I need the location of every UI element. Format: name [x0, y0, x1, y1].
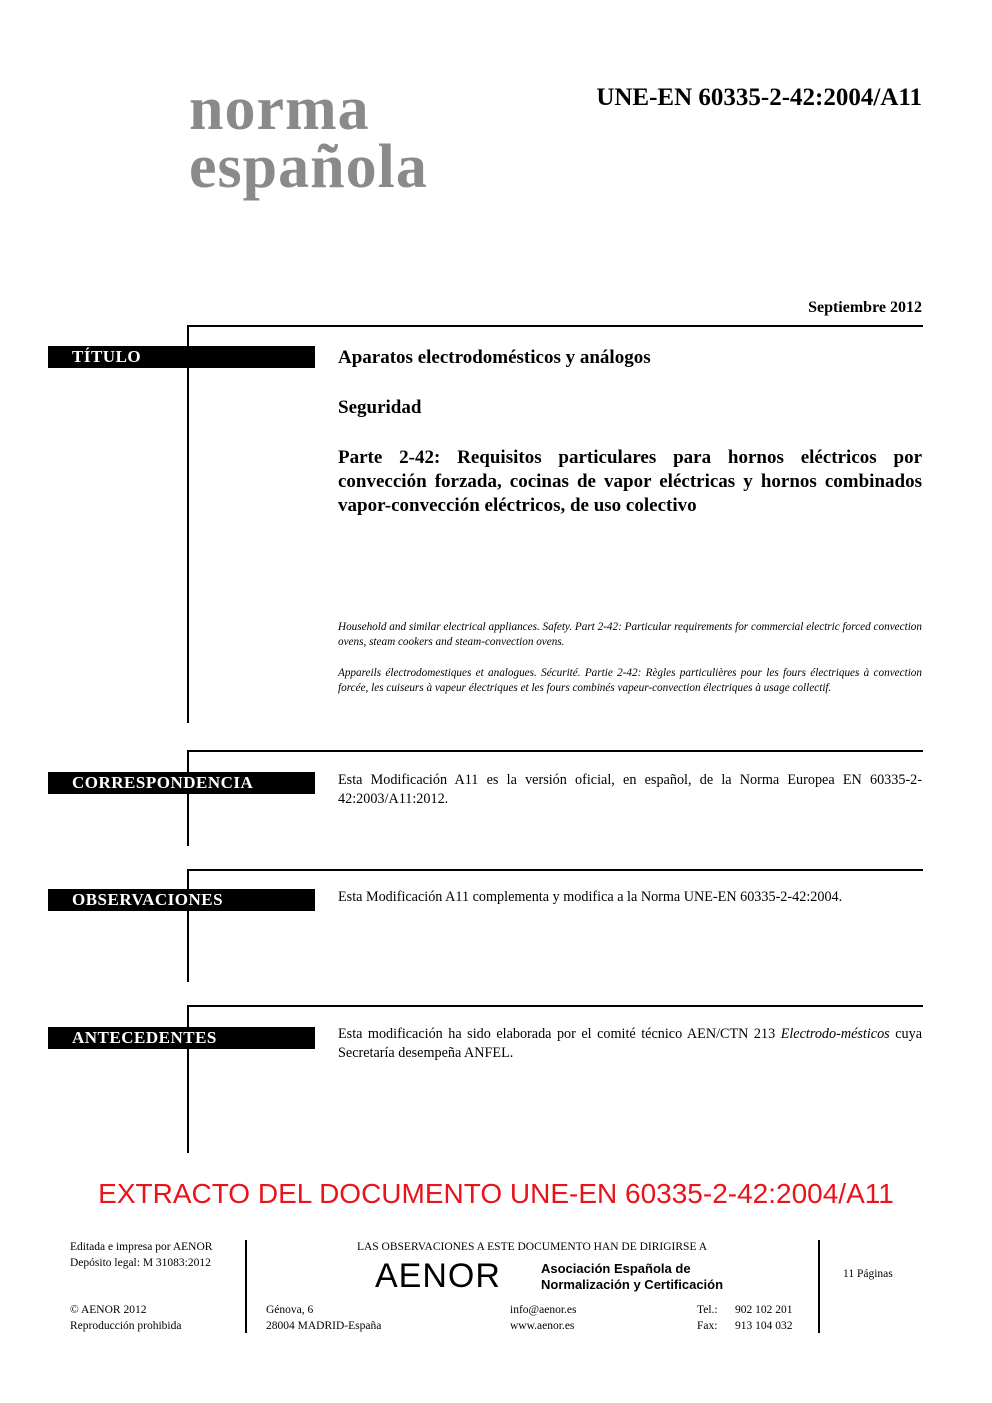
- french-title: Appareils électrodomestiques et analogues. Sécurité. Partie 2-42: Règles particulières pour les fours électriques à convection forcée, les cuiseurs à vapeur électriques et les fours combinés vapeur-convection électriques à usage collectif.: [338, 667, 922, 694]
- aenor-organization-name: [541, 1261, 723, 1293]
- page-count: 11 Páginas: [843, 1268, 893, 1280]
- tel-number: 902 102 201: [735, 1304, 793, 1316]
- footer-copyright: © AENOR 2012: [70, 1304, 147, 1316]
- footer-deposit: Depósito legal: M 31083:2012: [70, 1257, 211, 1269]
- org-line-1: Asociación Española de: [541, 1261, 691, 1276]
- org-line-2: Normalización y Certificación: [541, 1277, 724, 1292]
- section-rule-observaciones: [187, 869, 189, 982]
- footer-edited: Editada e impresa por AENOR: [70, 1241, 213, 1253]
- english-title: Household and similar electrical appliances. Safety. Part 2-42: Particular requirements for commercial electric forced convection ovens, steam cookers and steam-convection ovens.: [338, 621, 922, 648]
- extract-notice: EXTRACTO DEL DOCUMENTO UNE-EN 60335-2-42:2004/A11: [98, 1178, 894, 1209]
- tel-label: Tel.:: [697, 1304, 718, 1316]
- brand-line-1: norma: [189, 75, 370, 143]
- fax-label: Fax:: [697, 1320, 718, 1332]
- address-city: 28004 MADRID-España: [266, 1320, 382, 1332]
- title-line-3: Parte 2-42: Requisitos particulares para hornos eléctricos por convección forzada, cocinas de vapor eléctricas y hornos combinados vapor-convección eléctricos, de uso colectivo: [338, 447, 922, 516]
- footer-rights: [70, 1302, 181, 1334]
- title-line-1: Aparatos electrodomésticos y análogos: [338, 347, 651, 368]
- section-divider-correspondencia: [187, 750, 923, 752]
- footer-edition-info: [70, 1239, 212, 1271]
- title-line-2: Seguridad: [338, 397, 422, 418]
- fax-number: 913 104 032: [735, 1320, 793, 1332]
- section-rule-correspondencia: [187, 750, 189, 846]
- address-street: Génova, 6: [266, 1304, 314, 1316]
- standard-title: [338, 346, 922, 518]
- label-antecedentes: ANTECEDENTES: [48, 1027, 315, 1049]
- footer-observations-header: LAS OBSERVACIONES A ESTE DOCUMENTO HAN DE DIRIGIRSE A: [356, 1241, 708, 1253]
- brand-line-2: española: [189, 133, 428, 201]
- aenor-logo: AENOR: [375, 1257, 501, 1295]
- document-code: UNE-EN 60335-2-42:2004/A11: [596, 84, 922, 111]
- antecedentes-text: [338, 1025, 922, 1063]
- antecedentes-text-start: Esta modificación ha sido elaborada por el comité técnico AEN/CTN 213: [338, 1026, 781, 1042]
- footer-email[interactable]: info@aenor.es: [510, 1304, 577, 1316]
- footer-website[interactable]: www.aenor.es: [510, 1320, 575, 1332]
- footer-divider-right: [818, 1240, 820, 1333]
- label-titulo: TÍTULO: [48, 346, 315, 368]
- label-observaciones: OBSERVACIONES: [48, 889, 315, 911]
- brand-wordmark: [189, 75, 428, 201]
- label-correspondencia: CORRESPONDENCIA: [48, 772, 315, 794]
- footer-phone-labels: [697, 1302, 718, 1334]
- footer-reproduction: Reproducción prohibida: [70, 1320, 182, 1332]
- section-divider-observaciones: [187, 869, 923, 871]
- footer-address: [266, 1302, 381, 1334]
- section-divider-antecedentes: [187, 1005, 923, 1007]
- section-divider-titulo: [187, 325, 923, 327]
- footer-contact-web: [510, 1302, 576, 1334]
- antecedentes-committee-name: Electrodo-mésticos: [780, 1026, 890, 1042]
- correspondencia-text: Esta Modificación A11 es la versión oficial, en español, de la Norma Europea EN 60335-2-42:2003/A11:2012.: [338, 772, 922, 807]
- footer-phone-numbers: [735, 1302, 793, 1334]
- section-rule-titulo: [187, 325, 189, 723]
- publication-date: Septiembre 2012: [808, 299, 922, 316]
- observaciones-text: Esta Modificación A11 complementa y modifica a la Norma UNE-EN 60335-2-42:2004.: [338, 889, 843, 905]
- antecedentes-text-end: cuya Secretaría desempeña ANFEL.: [338, 1026, 922, 1061]
